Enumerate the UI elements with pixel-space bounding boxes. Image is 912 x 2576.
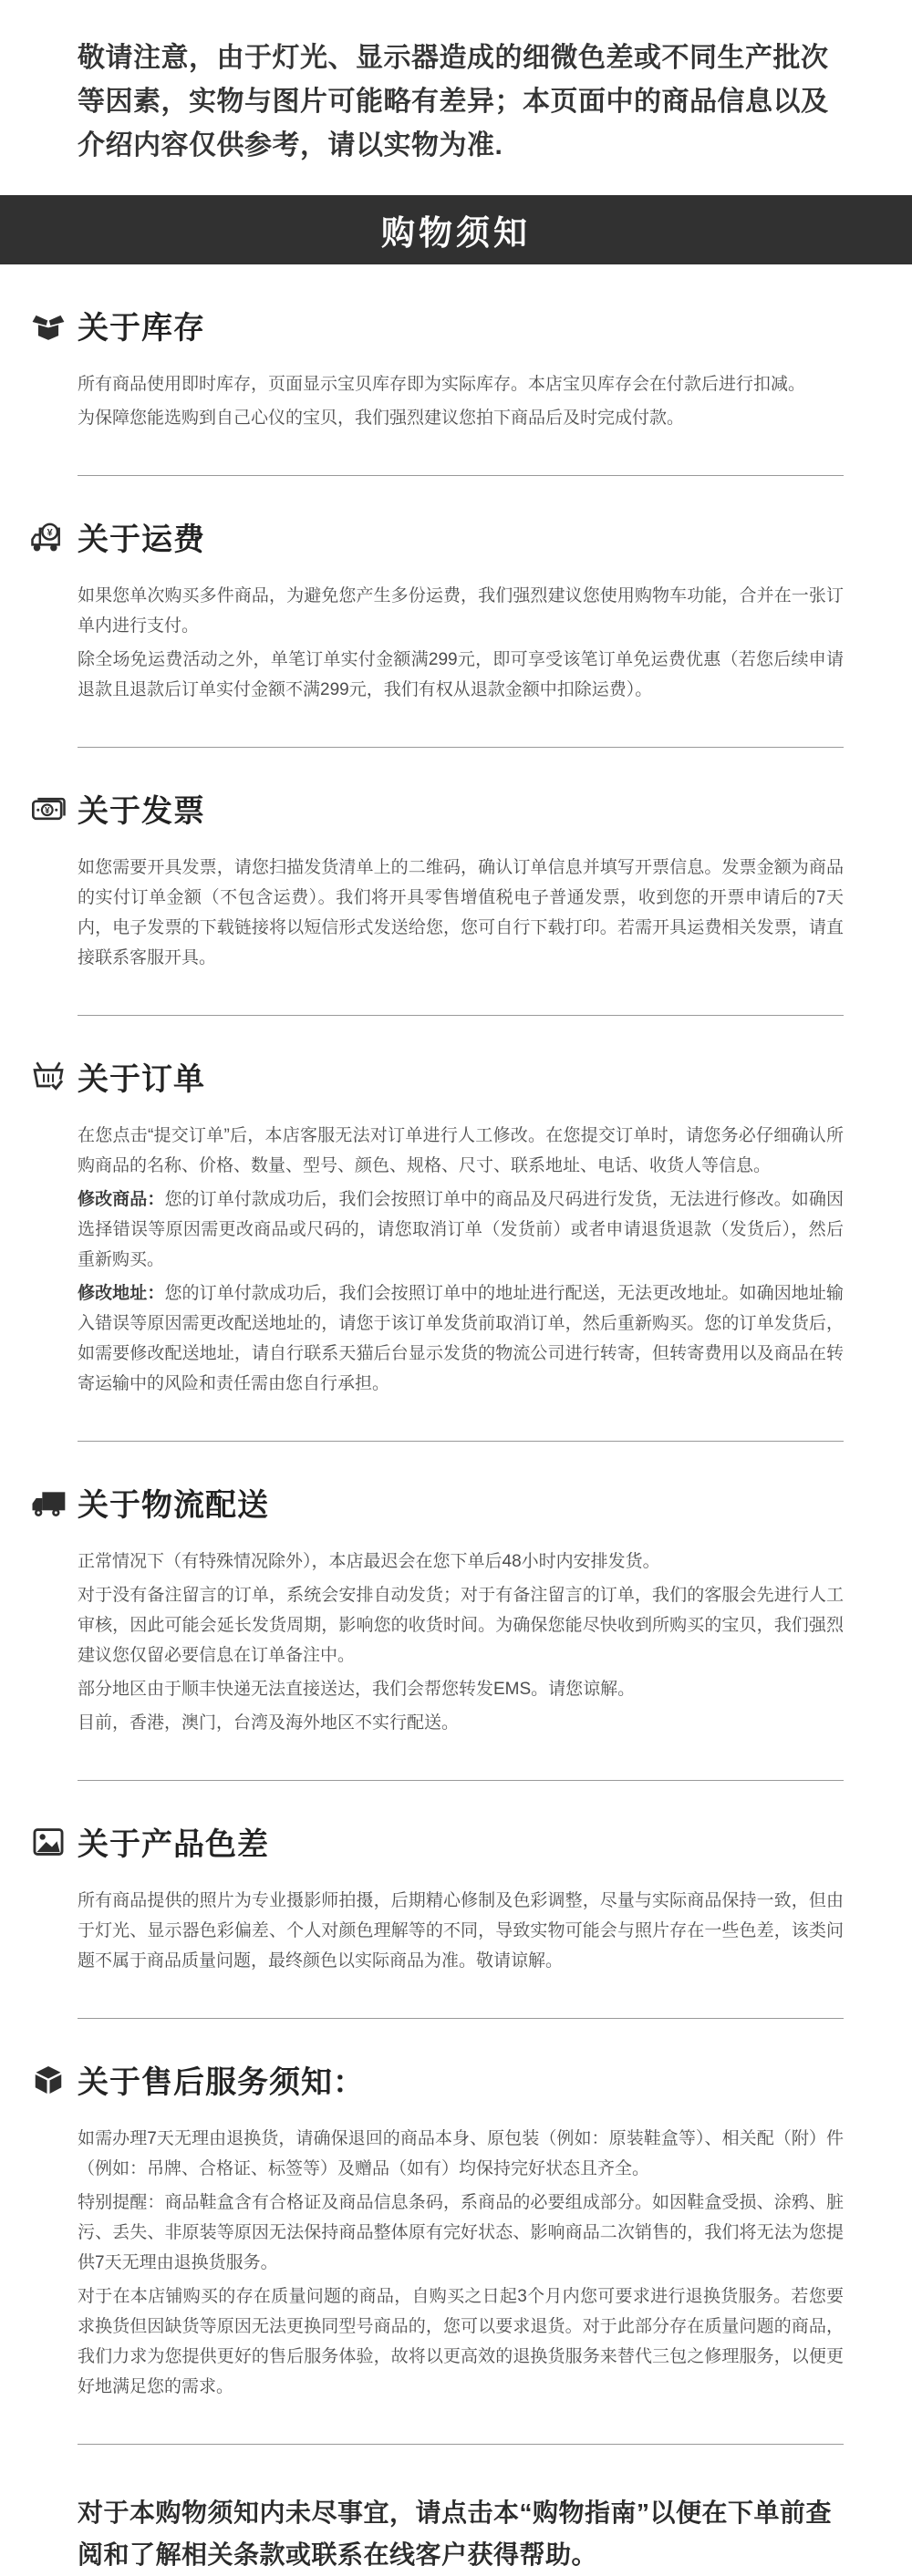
banner-title: 购物须知 [381, 214, 531, 252]
section-divider [78, 1780, 844, 1781]
section-order [78, 1054, 844, 1442]
package-cube-icon [30, 2062, 67, 2098]
section-logistics [78, 1480, 844, 1781]
notice-sections [0, 303, 912, 2445]
section-paragraph: 对于在本店铺购买的存在质量问题的商品，自购买之日起3个月内您可要求进行退换货服务。若您要求换货但因缺货等原因无法更换同型号商品的，您可以要求退货。对于此部分存在质量问题的商品，我们力求为您提供更好的售后服务体验，故将以更高效的退换货服务来替代三包之修理服务，以便更好地满足您的需求。 [78, 2287, 844, 2396]
section-paragraph: 特别提醒：商品鞋盒含有合格证及商品信息条码，系商品的必要组成部分。如因鞋盒受损、涂鸦、脏污、丢失、非原装等原因无法保持商品整体原有完好状态、影响商品二次销售的，我们将无法为您提供7天无理由退换货服务。 [78, 2193, 844, 2272]
inventory-open-box-icon [30, 307, 67, 344]
section-header [30, 1054, 844, 1099]
section-divider [78, 475, 844, 476]
section-title: 关于订单 [78, 1062, 205, 1097]
section-divider [78, 747, 844, 748]
section-paragraph: 所有商品使用即时库存，页面显示宝贝库存即为实际库存。本店宝贝库存会在付款后进行扣减。 [78, 375, 806, 394]
section-title: 关于发票 [78, 794, 205, 829]
section-header [30, 2057, 844, 2102]
section-paragraph: 所有商品提供的照片为专业摄影师拍摄，后期精心修制及色彩调整，尽量与实际商品保持一致，但由于灯光、显示器色彩偏差、个人对颜色理解等的不同，导致实物可能会与照片存在一些色差，该类问题不属于商品质量问题，最终颜色以实际商品为准。敬请谅解。 [78, 1891, 844, 1971]
section-paragraph: 对于没有备注留言的订单，系统会安排自动发货；对于有备注留言的订单，我们的客服会先进行人工审核，因此可能会延长发货周期，影响您的收货时间。为确保您能尽快收到所购买的宝贝，我们强烈建议您仅留必要信息在订单备注中。 [78, 1586, 844, 1665]
top-color-disclaimer: 敬请注意，由于灯光、显示器造成的细微色差或不同生产批次等因素，实物与图片可能略有差异；本页面中的商品信息以及介绍内容仅供参考，请以实物为准. [78, 43, 829, 160]
section-title: 关于物流配送 [78, 1488, 269, 1523]
section-inventory [78, 303, 844, 476]
section-divider [78, 1015, 844, 1016]
section-after-sales [78, 2057, 844, 2445]
section-paragraph: 部分地区由于顺丰快递无法直接送达，我们会帮您转发EMS。请您谅解。 [78, 1680, 636, 1699]
section-title: 关于产品色差 [78, 1827, 269, 1862]
freight-truck-yen-icon [30, 519, 67, 555]
delivery-truck-icon [30, 1485, 67, 1521]
section-paragraph: 如您需要开具发票，请您扫描发货清单上的二维码，确认订单信息并填写开票信息。发票金额为商品的实付订单金额（不包含运费）。我们将开具零售增值税电子普通发票，收到您的开票申请后的7天内，电子发票的下载链接将以短信形式发送给您，您可自行下载打印。若需开具运费相关发票，请直接联系客服开具。 [78, 858, 844, 967]
footer-guide-notice: 对于本购物须知内未尽事宜，请点击本“购物指南”以便在下单前查阅和了解相关条款或联系在线客户获得帮助。 [78, 2498, 833, 2569]
photo-image-icon [30, 1824, 67, 1860]
section-paragraph: 正常情况下（有特殊情况除外），本店最迟会在您下单后48小时内安排发货。 [78, 1552, 660, 1571]
svg-text:¥: ¥ [47, 526, 53, 538]
section-paragraph: 除全场免运费活动之外，单笔订单实付金额满299元，即可享受该笔订单免运费优惠（若您后续申请退款且退款后订单实付金额不满299元，我们有权从退款金额中扣除运费）。 [78, 650, 844, 699]
section-paragraph: 如需办理7天无理由退换货，请确保退回的商品本身、原包装（例如：原装鞋盒等）、相关配（附）件（例如：吊牌、合格证、标签等）及赠品（如有）均保持完好状态且齐全。 [78, 2129, 844, 2178]
section-title: 关于售后服务须知： [78, 2065, 365, 2100]
section-color-difference [78, 1819, 844, 2019]
section-divider [78, 2018, 844, 2019]
section-title: 关于库存 [78, 311, 205, 346]
section-shipping-fee [47, 514, 844, 748]
section-paragraph: 为保障您能选购到自己心仪的宝贝，我们强烈建议您拍下商品后及时完成付款。 [78, 409, 685, 428]
order-basket-check-icon [30, 1059, 67, 1095]
svg-text:¥: ¥ [44, 805, 50, 816]
section-paragraph: 如果您单次购买多件商品，为避免您产生多份运费，我们强烈建议您使用购物车功能，合并在一张订单内进行支付。 [78, 586, 844, 636]
shopping-notice-banner [0, 195, 912, 264]
section-paragraph: 在您点击“提交订单”后，本店客服无法对订单进行人工修改。在您提交订单时，请您务必仔细确认所购商品的名称、价格、数量、型号、颜色、规格、尺寸、联系地址、电话、收货人等信息。 [78, 1126, 844, 1175]
section-header [30, 303, 844, 347]
section-title: 关于运费 [78, 522, 205, 557]
section-paragraph: 修改商品：您的订单付款成功后，我们会按照订单中的商品及尺码进行发货，无法进行修改。如确因选择错误等原因需更改商品或尺码的，请您取消订单（发货前）或者申请退货退款（发货后），然后重新购买。 [78, 1190, 844, 1269]
section-header [30, 1819, 844, 1864]
section-paragraph: 目前，香港，澳门，台湾及海外地区不实行配送。 [78, 1713, 460, 1733]
section-paragraph: 修改地址：您的订单付款成功后，我们会按照订单中的地址进行配送，无法更改地址。如确因地址输入错误等原因需更改配送地址的，请您于该订单发货前取消订单，然后重新购买。您的订单发货后，如需要修改配送地址，请自行联系天猫后台显示发货的物流公司进行转寄，但转寄费用以及商品在转寄运输中的风险和责任需由您自行承担。 [78, 1284, 844, 1393]
section-divider [78, 1441, 844, 1442]
section-header [30, 514, 844, 559]
invoice-banknote-icon [30, 791, 67, 827]
section-header [30, 786, 844, 831]
section-header [30, 1480, 844, 1525]
section-invoice [44, 786, 844, 1016]
